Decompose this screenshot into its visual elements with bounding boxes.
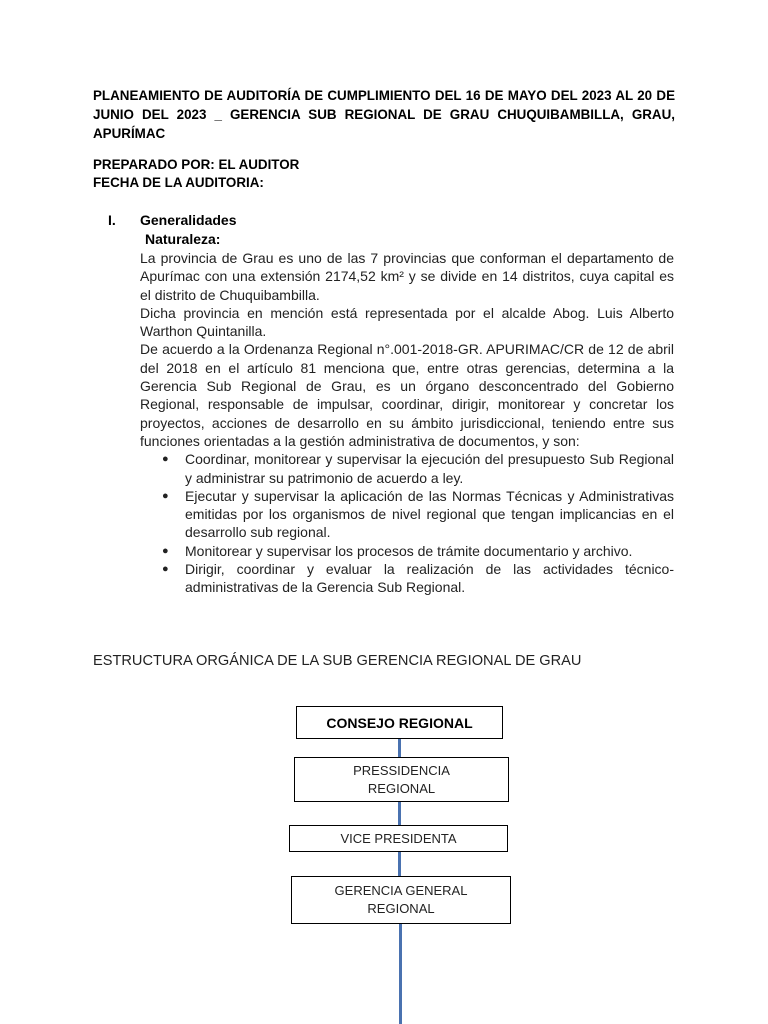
list-item-text: Monitorear y supervisar los procesos de trámite documentario y archivo. (185, 542, 633, 559)
paragraph: Dicha provincia en mención está representada por el alcalde Abog. Luis Alberto Warthon Quintanilla. (140, 304, 674, 340)
org-node-label: GERENCIA GENERAL REGIONAL (334, 883, 468, 916)
prepared-by: PREPARADO POR: EL AUDITOR (93, 157, 300, 172)
section-subheading: Naturaleza: (145, 231, 221, 247)
section-number: I. (108, 212, 116, 228)
list-item-text: Ejecutar y supervisar la aplicación de las Normas Técnicas y Administrativas emitidas por los organismos de nivel regional que tengan implicancias en el desarrollo sub regional. (185, 487, 674, 541)
org-connector (398, 851, 401, 877)
org-node-label: CONSEJO REGIONAL (326, 714, 473, 731)
org-node-label: PRESSIDENCIA REGIONAL (353, 762, 450, 796)
section-title: Generalidades (140, 212, 237, 228)
audit-date: FECHA DE LA AUDITORIA: (93, 175, 264, 190)
list-item-text: Coordinar, monitorear y supervisar la ejecución del presupuesto Sub Regional y administrar su patrimonio de acuerdo a ley. (185, 451, 674, 486)
bullet-icon: ● (162, 453, 169, 466)
org-connector (398, 801, 401, 826)
paragraph: De acuerdo a la Ordenanza Regional n°.001-2018-GR. APURIMAC/CR de 12 de abril del 2018 en el artículo 81 menciona que, entre otras gerencias, determina a la Gerencia Sub Regional de Grau, es un órgano desconcentrado del Gobierno Regional, responsable de impulsar, coordinar, dirigir, monitorear y concretar los proyectos, acciones de desarrollo en su ámbito jurisdiccional, teniendo entre sus funciones orientadas a la gestión administrativa de documentos, y son: (140, 341, 674, 449)
bullet-icon: ● (162, 544, 169, 557)
org-node-label: VICE PRESIDENTA (340, 830, 457, 846)
org-node-presidencia-regional (294, 757, 509, 802)
bullet-icon: ● (162, 563, 169, 576)
org-node-gerencia-general-regional (291, 876, 511, 924)
org-connector (399, 923, 402, 1024)
org-connector (398, 738, 401, 758)
paragraph: La provincia de Grau es uno de las 7 provincias que conforman el departamento de Apurímac con una extensión 2174,52 km² y se divide en 14 distritos, cuya capital es el distrito de Chuquibambilla. (140, 250, 674, 303)
list-item-text: Dirigir, coordinar y evaluar la realización de las actividades técnico-administrativas de la Gerencia Sub Regional. (185, 561, 674, 596)
org-node-consejo-regional (296, 706, 503, 739)
bullet-icon: ● (162, 489, 169, 502)
org-node-vice-presidenta (289, 825, 508, 852)
document-title: PLANEAMIENTO DE AUDITORÍA DE CUMPLIMIENTO DEL 16 DE MAYO DEL 2023 AL 20 DE JUNIO DEL 2023 _ GERENCIA SUB REGIONAL DE GRAU CHUQUIBAMBILLA, GRAU, APURÍMAC (93, 88, 675, 141)
org-structure-heading: ESTRUCTURA ORGÁNICA DE LA SUB GERENCIA REGIONAL DE GRAU (93, 653, 582, 669)
